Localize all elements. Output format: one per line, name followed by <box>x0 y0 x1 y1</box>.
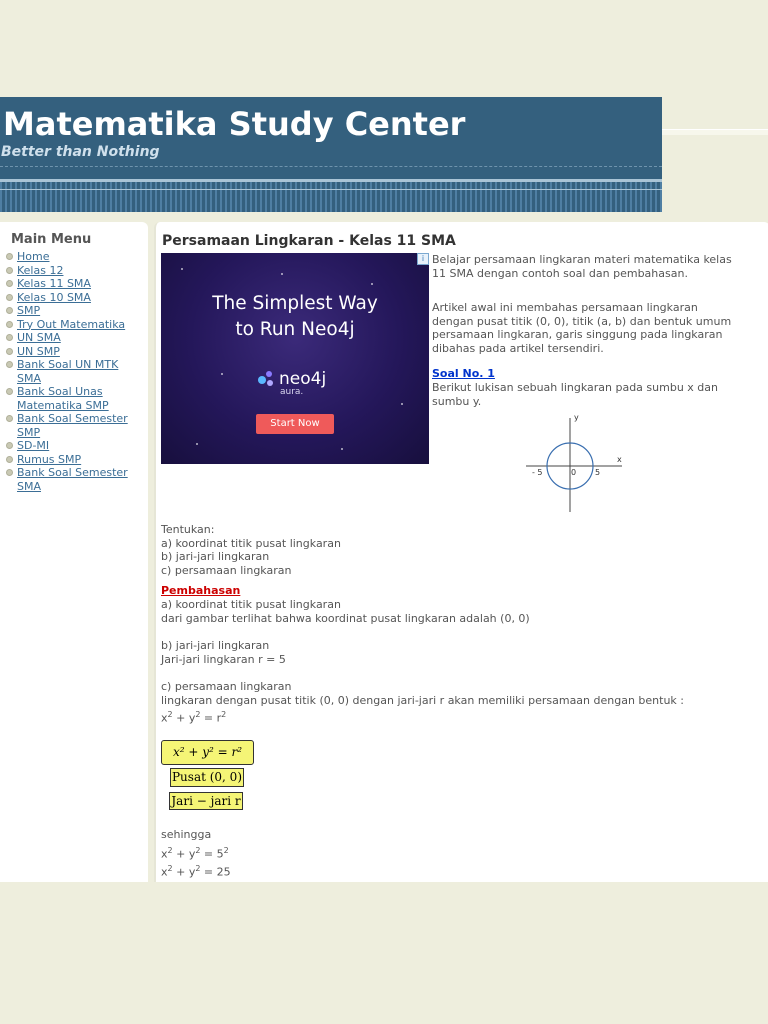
header-stripe-decoration <box>0 179 662 212</box>
task-c: c) persamaan lingkaran <box>161 563 292 577</box>
tick-pos-5: 5 <box>595 468 601 477</box>
soal-description: Berikut lukisan sebuah lingkaran pada sumbu x dan sumbu y. <box>432 381 718 408</box>
bullet-icon <box>6 294 13 301</box>
bullet-icon <box>6 348 13 355</box>
bullet-icon <box>6 334 13 341</box>
neo4j-logo-icon <box>257 370 275 388</box>
sidebar-item-bank-soal-unas-smp <box>6 385 142 412</box>
bullet-icon <box>6 388 13 395</box>
tentukan-heading: Tentukan: <box>161 523 215 536</box>
sidebar-item-bank-soal-semester-sma <box>6 466 142 493</box>
answer-b-heading: b) jari-jari lingkaran <box>161 639 270 652</box>
sidebar-link-sd-mi[interactable]: SD-MI <box>17 439 50 452</box>
sidebar-link-try-out[interactable]: Try Out Matematika <box>17 317 126 331</box>
answer-b-text: Jari-jari lingkaran r = 5 <box>161 653 286 666</box>
ad-headline-line1: The Simplest Way <box>212 293 378 314</box>
intro-paragraph-2: Artikel awal ini membahas persamaan lingkaran dengan pusat titik (0, 0), titik (a, b) dan bentuk umum persamaan lingkaran, garis singgung pada lingkaran dibahas pada artikel tersendiri. <box>432 301 732 355</box>
sidebar-link-kelas-11-sma[interactable]: Kelas 11 SMA <box>17 277 91 290</box>
sidebar-menu <box>6 250 142 493</box>
main-content <box>154 222 768 882</box>
ad-brand-sub: aura. <box>280 387 304 397</box>
tick-zero: 0 <box>571 468 577 477</box>
ad-brand-name: neo4j <box>279 369 327 389</box>
sidebar-item-home <box>6 250 142 264</box>
soal-no-1-link[interactable]: Soal No. 1 <box>432 367 495 380</box>
star-decoration <box>181 268 183 270</box>
star-decoration <box>371 283 373 285</box>
x-axis-label: x <box>617 455 622 464</box>
sidebar-item-smp <box>6 304 142 318</box>
general-equation: $x^2 + y^2 = r^2$ <box>161 710 227 725</box>
sidebar-link-rumus-smp[interactable]: Rumus SMP <box>17 452 82 466</box>
formula-box-center: Pusat (0, 0) <box>170 768 244 787</box>
header-divider <box>0 166 662 167</box>
sidebar-item-kelas-10-sma <box>6 291 142 305</box>
bullet-icon <box>6 361 13 368</box>
task-a: a) koordinat titik pusat lingkaran <box>161 536 341 550</box>
advertisement-banner[interactable] <box>161 253 429 464</box>
sidebar-link-bank-soal-semester-sma[interactable]: Bank Soal Semester SMA <box>17 466 128 493</box>
star-decoration <box>281 273 283 275</box>
sidebar-item-rumus-smp <box>6 453 142 467</box>
site-header <box>0 97 662 212</box>
ad-start-now-button[interactable]: Start Now <box>256 414 334 434</box>
ad-info-icon[interactable]: i <box>417 253 429 265</box>
sidebar-item-un-sma <box>6 331 142 345</box>
equation-step-2: $x^2 + y^2 = 25$ <box>161 864 231 879</box>
star-decoration <box>401 403 403 405</box>
intro-paragraph-1: Belajar persamaan lingkaran materi matematika kelas 11 SMA dengan contoh soal dan pembahasan. <box>432 253 732 280</box>
formula-box-radius: Jari − jari r <box>169 792 243 810</box>
ad-brand-logo <box>257 369 326 389</box>
answer-a-heading: a) koordinat titik pusat lingkaran <box>161 598 341 611</box>
sidebar-item-bank-soal-un-mtk-sma <box>6 358 142 385</box>
answer-c-text: lingkaran dengan pusat titik (0, 0) dengan jari-jari r akan memiliki persamaan dengan bentuk : <box>161 693 685 707</box>
bullet-icon <box>6 307 13 314</box>
sidebar-link-bank-soal-semester-smp[interactable]: Bank Soal Semester SMP <box>17 412 128 439</box>
star-decoration <box>221 373 223 375</box>
sidebar-link-smp[interactable]: SMP <box>17 304 41 317</box>
sidebar-heading: Main Menu <box>11 232 92 247</box>
tick-neg-5: - 5 <box>532 468 543 477</box>
post-title[interactable]: Persamaan Lingkaran - Kelas 11 SMA <box>162 233 456 249</box>
y-axis-label: y <box>574 413 579 422</box>
bullet-icon <box>6 442 13 449</box>
sidebar-link-un-smp[interactable]: UN SMP <box>17 344 60 358</box>
answer-a-text: dari gambar terlihat bahwa koordinat pusat lingkaran adalah (0, 0) <box>161 612 530 625</box>
bullet-icon <box>6 267 13 274</box>
sidebar-item-bank-soal-semester-smp <box>6 412 142 439</box>
circle-figure <box>526 410 626 514</box>
sidebar-item-try-out <box>6 318 142 332</box>
sidebar-link-bank-soal-unas-smp[interactable]: Bank Soal Unas Matematika SMP <box>17 385 109 412</box>
sidebar-item-un-smp <box>6 345 142 359</box>
sidebar-link-kelas-12[interactable]: Kelas 12 <box>17 263 64 277</box>
sidebar-item-sd-mi <box>6 439 142 453</box>
sidebar-link-home[interactable]: Home <box>17 250 50 263</box>
bullet-icon <box>6 321 13 328</box>
bullet-icon <box>6 280 13 287</box>
bullet-icon <box>6 469 13 476</box>
equation-step-1: $x^2 + y^2 = 5^2$ <box>161 846 229 861</box>
bullet-icon <box>6 253 13 260</box>
star-decoration <box>341 448 343 450</box>
formula-box-equation: x² + y² = r² <box>161 740 254 765</box>
answer-c-heading: c) persamaan lingkaran <box>161 680 292 693</box>
sidebar-link-kelas-10-sma[interactable]: Kelas 10 SMA <box>17 290 91 304</box>
sidebar-item-kelas-12 <box>6 264 142 278</box>
sidebar-link-un-sma[interactable]: UN SMA <box>17 331 61 344</box>
ad-headline-line2: to Run Neo4j <box>235 319 355 340</box>
pembahasan-link[interactable]: Pembahasan <box>161 584 241 597</box>
sidebar-link-bank-soal-un-mtk-sma[interactable]: Bank Soal UN MTK SMA <box>17 358 119 385</box>
header-right-rule <box>662 129 768 135</box>
site-title[interactable]: Matematika Study Center <box>3 105 466 143</box>
task-b: b) jari-jari lingkaran <box>161 550 270 563</box>
star-decoration <box>196 443 198 445</box>
sidebar <box>0 222 148 882</box>
bullet-icon <box>6 415 13 422</box>
sidebar-item-kelas-11-sma <box>6 277 142 291</box>
site-tagline: Better than Nothing <box>1 144 160 160</box>
bullet-icon <box>6 456 13 463</box>
sehingga-text: sehingga <box>161 828 212 841</box>
